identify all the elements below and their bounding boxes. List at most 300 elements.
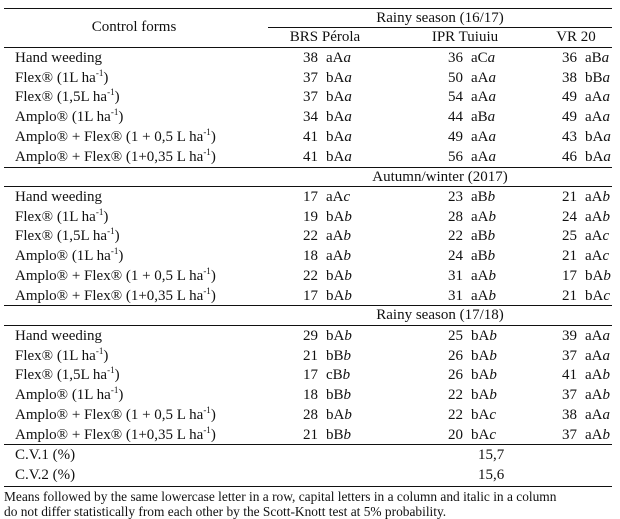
significance-letters bbox=[585, 405, 610, 425]
mean-value: 43 bbox=[562, 128, 577, 145]
significance-letters bbox=[471, 385, 497, 405]
letters-upright: aA bbox=[326, 189, 344, 205]
letters-upright: bA bbox=[326, 69, 345, 86]
cell-ipr-tuiuiu bbox=[441, 207, 496, 227]
mean-value: 20 bbox=[448, 426, 463, 443]
letter-italic: b bbox=[343, 426, 352, 443]
letter-italic: c bbox=[489, 426, 497, 443]
mean-value: 56 bbox=[448, 148, 463, 165]
section-title: Rainy season (17/18) bbox=[376, 307, 504, 323]
mean-value: 37 bbox=[303, 69, 318, 86]
significance-letters bbox=[326, 425, 351, 445]
mean-value: 19 bbox=[303, 208, 318, 225]
row-label-end: ) bbox=[210, 287, 216, 304]
significance-letters bbox=[585, 107, 610, 127]
letter-italic: b bbox=[342, 367, 351, 384]
significance-letters bbox=[326, 365, 350, 385]
mean-value: 22 bbox=[448, 228, 463, 245]
mean-value: 37 bbox=[562, 387, 577, 404]
mean-value: 31 bbox=[448, 267, 463, 284]
unit-exponent: -1 bbox=[110, 107, 119, 118]
footnote-line: Means followed by the same lowercase letter in a row, capital letters in a column and italic in a column bbox=[4, 489, 557, 504]
letters-upright: bA bbox=[471, 347, 490, 364]
significance-letters bbox=[471, 326, 497, 346]
mean-value: 21 bbox=[562, 287, 577, 304]
cell-brs-perola bbox=[296, 346, 351, 366]
table-row bbox=[0, 286, 620, 306]
row-label-text: Amplo® + Flex® (1+0,35 L ha bbox=[15, 287, 204, 304]
letters-upright: cB bbox=[326, 367, 343, 384]
letters-upright: aB bbox=[585, 50, 602, 66]
significance-letters bbox=[585, 48, 609, 68]
cv-label: C.V.1 (%) bbox=[15, 447, 76, 463]
significance-letters bbox=[326, 147, 352, 167]
row-label-text: Amplo® (1L ha bbox=[15, 109, 111, 126]
mean-value: 28 bbox=[303, 406, 318, 423]
letter-italic: a bbox=[603, 148, 611, 165]
section-title: Autumn/winter (2017) bbox=[372, 169, 508, 185]
row-label bbox=[15, 127, 216, 147]
row-label-end: ) bbox=[118, 387, 124, 404]
letter-italic: c bbox=[602, 248, 610, 265]
significance-letters bbox=[585, 385, 610, 405]
letters-upright: bA bbox=[326, 208, 345, 225]
significance-letters bbox=[471, 266, 496, 286]
cell-ipr-tuiuiu bbox=[441, 87, 496, 107]
letters-upright: aA bbox=[585, 248, 603, 265]
mean-value: 49 bbox=[562, 109, 577, 126]
letter-italic: b bbox=[489, 328, 497, 344]
row-label-text: Flex® (1L ha bbox=[15, 347, 96, 364]
letter-italic: c bbox=[343, 189, 351, 205]
row-label bbox=[15, 365, 120, 385]
table-row bbox=[0, 107, 620, 127]
row-label bbox=[15, 226, 120, 246]
letter-italic: b bbox=[488, 208, 496, 225]
mean-value: 39 bbox=[562, 328, 577, 344]
mean-value: 38 bbox=[303, 50, 318, 66]
significance-letters bbox=[471, 425, 496, 445]
letters-upright: aA bbox=[326, 50, 344, 66]
letter-italic: a bbox=[344, 148, 352, 165]
letters-upright: aA bbox=[471, 148, 489, 165]
mean-value: 41 bbox=[303, 128, 318, 145]
cell-ipr-tuiuiu bbox=[441, 48, 495, 68]
row-label-text: Amplo® + Flex® (1 + 0,5 L ha bbox=[15, 267, 204, 284]
letters-upright: aA bbox=[585, 109, 603, 126]
cell-brs-perola bbox=[296, 405, 352, 425]
column-header-ipr-tuiuiu: IPR Tuiuiu bbox=[431, 29, 499, 45]
row-label-end: ) bbox=[103, 347, 109, 364]
mean-value: 50 bbox=[448, 69, 463, 86]
significance-letters bbox=[585, 266, 611, 286]
letters-upright: bA bbox=[326, 89, 345, 106]
table-row bbox=[0, 187, 620, 207]
cell-brs-perola bbox=[296, 326, 352, 346]
letters-upright: aA bbox=[471, 208, 489, 225]
cell-vr-20 bbox=[555, 68, 610, 88]
cv-value: 15,7 bbox=[478, 447, 505, 463]
letters-upright: bA bbox=[326, 267, 345, 284]
table-row bbox=[0, 346, 620, 366]
mean-value: 36 bbox=[448, 50, 463, 66]
mean-value: 21 bbox=[562, 248, 577, 265]
significance-letters bbox=[471, 286, 496, 306]
cell-brs-perola bbox=[296, 385, 351, 405]
letter-italic: a bbox=[602, 89, 610, 106]
row-label-end: ) bbox=[210, 406, 216, 423]
letter-italic: a bbox=[602, 328, 610, 344]
letter-italic: b bbox=[343, 248, 351, 265]
table-row bbox=[0, 385, 620, 405]
letter-italic: b bbox=[343, 387, 352, 404]
cell-ipr-tuiuiu bbox=[441, 226, 495, 246]
row-label-end: ) bbox=[114, 367, 120, 384]
significance-letters bbox=[471, 127, 496, 147]
letter-italic: a bbox=[602, 109, 610, 126]
significance-letters bbox=[471, 48, 495, 68]
letter-italic: a bbox=[344, 89, 352, 106]
row-label bbox=[15, 286, 216, 306]
cell-vr-20 bbox=[555, 187, 610, 207]
significance-letters bbox=[471, 147, 496, 167]
mean-value: 23 bbox=[448, 189, 463, 205]
row-label-text: Flex® (1L ha bbox=[15, 69, 96, 86]
cell-vr-20 bbox=[555, 266, 611, 286]
letter-italic: b bbox=[602, 387, 610, 404]
letters-upright: aB bbox=[471, 109, 488, 126]
cell-ipr-tuiuiu bbox=[441, 68, 496, 88]
mean-value: 18 bbox=[303, 387, 318, 404]
table-row bbox=[0, 207, 620, 227]
cell-brs-perola bbox=[296, 207, 352, 227]
letter-italic: a bbox=[602, 347, 610, 364]
row-label bbox=[15, 187, 102, 207]
cell-vr-20 bbox=[555, 207, 610, 227]
column-header-brs-perola: BRS Pérola bbox=[289, 29, 361, 45]
row-label-end: ) bbox=[114, 89, 120, 106]
letter-italic: b bbox=[489, 347, 497, 364]
significance-letters bbox=[471, 187, 495, 207]
table-row bbox=[0, 127, 620, 147]
cell-brs-perola bbox=[296, 147, 352, 167]
row-label bbox=[15, 346, 108, 366]
mean-value: 29 bbox=[303, 328, 318, 344]
significance-letters bbox=[326, 68, 352, 88]
section-title: Rainy season (16/17) bbox=[376, 10, 504, 26]
letters-upright: aA bbox=[585, 387, 603, 404]
significance-letters bbox=[326, 246, 351, 266]
letter-italic: a bbox=[487, 109, 496, 126]
letter-italic: b bbox=[602, 208, 610, 225]
letter-italic: c bbox=[602, 228, 610, 245]
letter-italic: b bbox=[489, 387, 497, 404]
cell-brs-perola bbox=[296, 286, 352, 306]
row-header-control-forms: Control forms bbox=[91, 19, 177, 35]
significance-letters bbox=[585, 187, 610, 207]
letters-upright: bA bbox=[471, 328, 490, 344]
letter-italic: a bbox=[487, 50, 496, 66]
letter-italic: c bbox=[603, 287, 611, 304]
mean-value: 41 bbox=[562, 367, 577, 384]
cell-vr-20 bbox=[555, 246, 609, 266]
significance-letters bbox=[326, 107, 352, 127]
column-header-vr-20: VR 20 bbox=[556, 29, 596, 45]
letter-italic: c bbox=[489, 406, 497, 423]
mean-value: 24 bbox=[562, 208, 577, 225]
row-label bbox=[15, 147, 216, 167]
row-label-text: Flex® (1L ha bbox=[15, 208, 96, 225]
cell-vr-20 bbox=[555, 365, 610, 385]
unit-exponent: -1 bbox=[110, 246, 119, 257]
row-label-text: Amplo® (1L ha bbox=[15, 248, 111, 265]
mean-value: 22 bbox=[448, 406, 463, 423]
cell-ipr-tuiuiu bbox=[441, 127, 496, 147]
row-label-end: ) bbox=[210, 426, 216, 443]
cell-brs-perola bbox=[296, 425, 351, 445]
row-label-end: ) bbox=[210, 148, 216, 165]
table-row bbox=[0, 147, 620, 167]
row-label-text: Hand weeding bbox=[15, 328, 103, 344]
cell-vr-20 bbox=[555, 87, 610, 107]
row-label bbox=[15, 425, 216, 445]
mean-value: 49 bbox=[448, 128, 463, 145]
row-label bbox=[15, 107, 123, 127]
letter-italic: b bbox=[489, 367, 497, 384]
table-row bbox=[0, 365, 620, 385]
table-row bbox=[0, 266, 620, 286]
significance-letters bbox=[471, 107, 495, 127]
letter-italic: b bbox=[343, 347, 352, 364]
letter-italic: a bbox=[344, 109, 352, 126]
significance-letters bbox=[326, 346, 351, 366]
cell-brs-perola bbox=[296, 127, 352, 147]
significance-letters bbox=[471, 226, 495, 246]
cell-ipr-tuiuiu bbox=[441, 286, 496, 306]
row-label-text: Hand weeding bbox=[15, 189, 103, 205]
letter-italic: a bbox=[488, 69, 496, 86]
mean-value: 46 bbox=[562, 148, 577, 165]
cell-ipr-tuiuiu bbox=[441, 187, 495, 207]
mean-value: 26 bbox=[448, 367, 463, 384]
mean-value: 18 bbox=[303, 248, 318, 265]
letter-italic: b bbox=[344, 267, 352, 284]
letters-upright: bB bbox=[326, 347, 344, 364]
unit-exponent: -1 bbox=[95, 206, 104, 217]
row-label bbox=[15, 87, 120, 107]
table-row bbox=[0, 48, 620, 68]
row-label-end: ) bbox=[103, 208, 109, 225]
letters-upright: bB bbox=[326, 387, 344, 404]
cell-brs-perola bbox=[296, 48, 351, 68]
unit-exponent: -1 bbox=[203, 285, 211, 296]
significance-letters bbox=[585, 147, 611, 167]
letters-upright: aB bbox=[471, 228, 488, 245]
significance-letters bbox=[585, 326, 610, 346]
cell-brs-perola bbox=[296, 365, 350, 385]
cell-brs-perola bbox=[296, 187, 350, 207]
unit-exponent: -1 bbox=[203, 146, 211, 157]
letters-upright: aC bbox=[471, 50, 488, 66]
cv-row bbox=[0, 465, 620, 485]
mean-value: 17 bbox=[303, 367, 318, 384]
cell-vr-20 bbox=[555, 425, 610, 445]
significance-letters bbox=[326, 266, 352, 286]
letter-italic: b bbox=[344, 328, 352, 344]
row-label bbox=[15, 207, 108, 227]
mean-value: 17 bbox=[303, 287, 318, 304]
letters-upright: aA bbox=[471, 69, 489, 86]
cell-vr-20 bbox=[555, 127, 611, 147]
cell-brs-perola bbox=[296, 226, 351, 246]
letters-upright: aB bbox=[471, 248, 488, 265]
significance-letters bbox=[326, 226, 351, 246]
row-label-text: Amplo® (1L ha bbox=[15, 387, 111, 404]
mean-value: 49 bbox=[562, 89, 577, 106]
row-label-text: Hand weeding bbox=[15, 50, 103, 66]
mean-value: 22 bbox=[303, 228, 318, 245]
letter-italic: b bbox=[602, 367, 610, 384]
significance-letters bbox=[471, 246, 495, 266]
mean-value: 17 bbox=[303, 189, 318, 205]
letters-upright: aA bbox=[585, 426, 603, 443]
letters-upright: bA bbox=[326, 328, 345, 344]
cell-ipr-tuiuiu bbox=[441, 365, 497, 385]
row-label bbox=[15, 246, 123, 266]
letters-upright: bA bbox=[326, 287, 345, 304]
table-row bbox=[0, 226, 620, 246]
significance-letters bbox=[326, 127, 352, 147]
row-label-end: ) bbox=[118, 248, 124, 265]
letters-upright: aA bbox=[585, 89, 603, 106]
mean-value: 25 bbox=[562, 228, 577, 245]
letters-upright: bA bbox=[326, 406, 345, 423]
mean-value: 26 bbox=[448, 347, 463, 364]
letters-upright: bB bbox=[585, 69, 603, 86]
letter-italic: b bbox=[488, 287, 496, 304]
letter-italic: a bbox=[344, 69, 352, 86]
letter-italic: b bbox=[603, 267, 611, 284]
letter-italic: b bbox=[488, 267, 496, 284]
footnote-line: do not differ statistically from each other by the Scott-Knott test at 5% probability. bbox=[4, 504, 447, 519]
letter-italic: b bbox=[344, 287, 352, 304]
mean-value: 21 bbox=[303, 426, 318, 443]
significance-letters bbox=[326, 286, 352, 306]
letter-italic: b bbox=[344, 406, 352, 423]
letters-upright: bA bbox=[326, 148, 345, 165]
letters-upright: bA bbox=[585, 148, 604, 165]
letter-italic: a bbox=[488, 89, 496, 106]
cell-vr-20 bbox=[555, 405, 610, 425]
mean-value: 34 bbox=[303, 109, 318, 126]
letter-italic: b bbox=[602, 189, 610, 205]
significance-letters bbox=[585, 425, 610, 445]
significance-letters bbox=[585, 207, 610, 227]
letter-italic: a bbox=[488, 148, 496, 165]
significance-letters bbox=[585, 127, 611, 147]
unit-exponent: -1 bbox=[110, 385, 119, 396]
letters-upright: bA bbox=[326, 109, 345, 126]
cv-label: C.V.2 (%) bbox=[15, 467, 76, 483]
row-label-end: ) bbox=[114, 228, 120, 245]
letter-italic: b bbox=[343, 228, 351, 245]
row-label-end: ) bbox=[118, 109, 124, 126]
letters-upright: aA bbox=[471, 89, 489, 106]
significance-letters bbox=[326, 385, 351, 405]
cell-brs-perola bbox=[296, 246, 351, 266]
letter-italic: b bbox=[602, 426, 610, 443]
mean-value: 38 bbox=[562, 406, 577, 423]
significance-letters bbox=[585, 365, 610, 385]
letters-upright: aA bbox=[471, 267, 489, 284]
letters-upright: bA bbox=[585, 287, 604, 304]
unit-exponent: -1 bbox=[203, 126, 211, 137]
mean-value: 44 bbox=[448, 109, 463, 126]
mean-value: 28 bbox=[448, 208, 463, 225]
unit-exponent: -1 bbox=[107, 365, 115, 376]
letters-upright: bA bbox=[471, 406, 490, 423]
cell-vr-20 bbox=[555, 226, 609, 246]
cell-vr-20 bbox=[555, 346, 610, 366]
cell-vr-20 bbox=[555, 286, 610, 306]
letter-italic: a bbox=[488, 128, 496, 145]
cell-vr-20 bbox=[555, 48, 609, 68]
mean-value: 38 bbox=[562, 69, 577, 86]
significance-letters bbox=[471, 207, 496, 227]
mean-value: 36 bbox=[562, 50, 577, 66]
cell-vr-20 bbox=[555, 147, 611, 167]
letter-italic: a bbox=[344, 128, 352, 145]
cell-ipr-tuiuiu bbox=[441, 405, 496, 425]
letter-italic: a bbox=[602, 69, 611, 86]
row-label-end: ) bbox=[103, 69, 109, 86]
letters-upright: bA bbox=[585, 128, 604, 145]
row-label-text: Flex® (1,5L ha bbox=[15, 228, 108, 245]
cell-ipr-tuiuiu bbox=[441, 425, 496, 445]
letters-upright: bA bbox=[326, 128, 345, 145]
letter-italic: b bbox=[344, 208, 352, 225]
cv-value: 15,6 bbox=[478, 467, 505, 483]
significance-letters bbox=[585, 226, 609, 246]
cell-ipr-tuiuiu bbox=[441, 147, 496, 167]
mean-value: 37 bbox=[562, 347, 577, 364]
unit-exponent: -1 bbox=[95, 345, 104, 356]
mean-value: 31 bbox=[448, 287, 463, 304]
row-label-text: Flex® (1,5L ha bbox=[15, 367, 108, 384]
letters-upright: bA bbox=[471, 367, 490, 384]
letters-upright: aA bbox=[585, 328, 603, 344]
mean-value: 21 bbox=[562, 189, 577, 205]
letters-upright: aA bbox=[585, 208, 603, 225]
significance-letters bbox=[326, 207, 352, 227]
letter-italic: a bbox=[603, 128, 611, 145]
significance-letters bbox=[471, 365, 497, 385]
letters-upright: aA bbox=[326, 228, 344, 245]
cell-ipr-tuiuiu bbox=[441, 246, 495, 266]
row-label-text: Amplo® + Flex® (1 + 0,5 L ha bbox=[15, 406, 204, 423]
row-label-end: ) bbox=[210, 128, 216, 145]
table-row bbox=[0, 68, 620, 88]
significance-letters bbox=[471, 68, 496, 88]
letters-upright: aA bbox=[585, 367, 603, 384]
row-label-text: Flex® (1,5L ha bbox=[15, 89, 108, 106]
table-row bbox=[0, 405, 620, 425]
significance-letters bbox=[585, 346, 610, 366]
cell-ipr-tuiuiu bbox=[441, 266, 496, 286]
mean-value: 22 bbox=[448, 387, 463, 404]
significance-letters bbox=[471, 87, 496, 107]
unit-exponent: -1 bbox=[203, 265, 211, 276]
